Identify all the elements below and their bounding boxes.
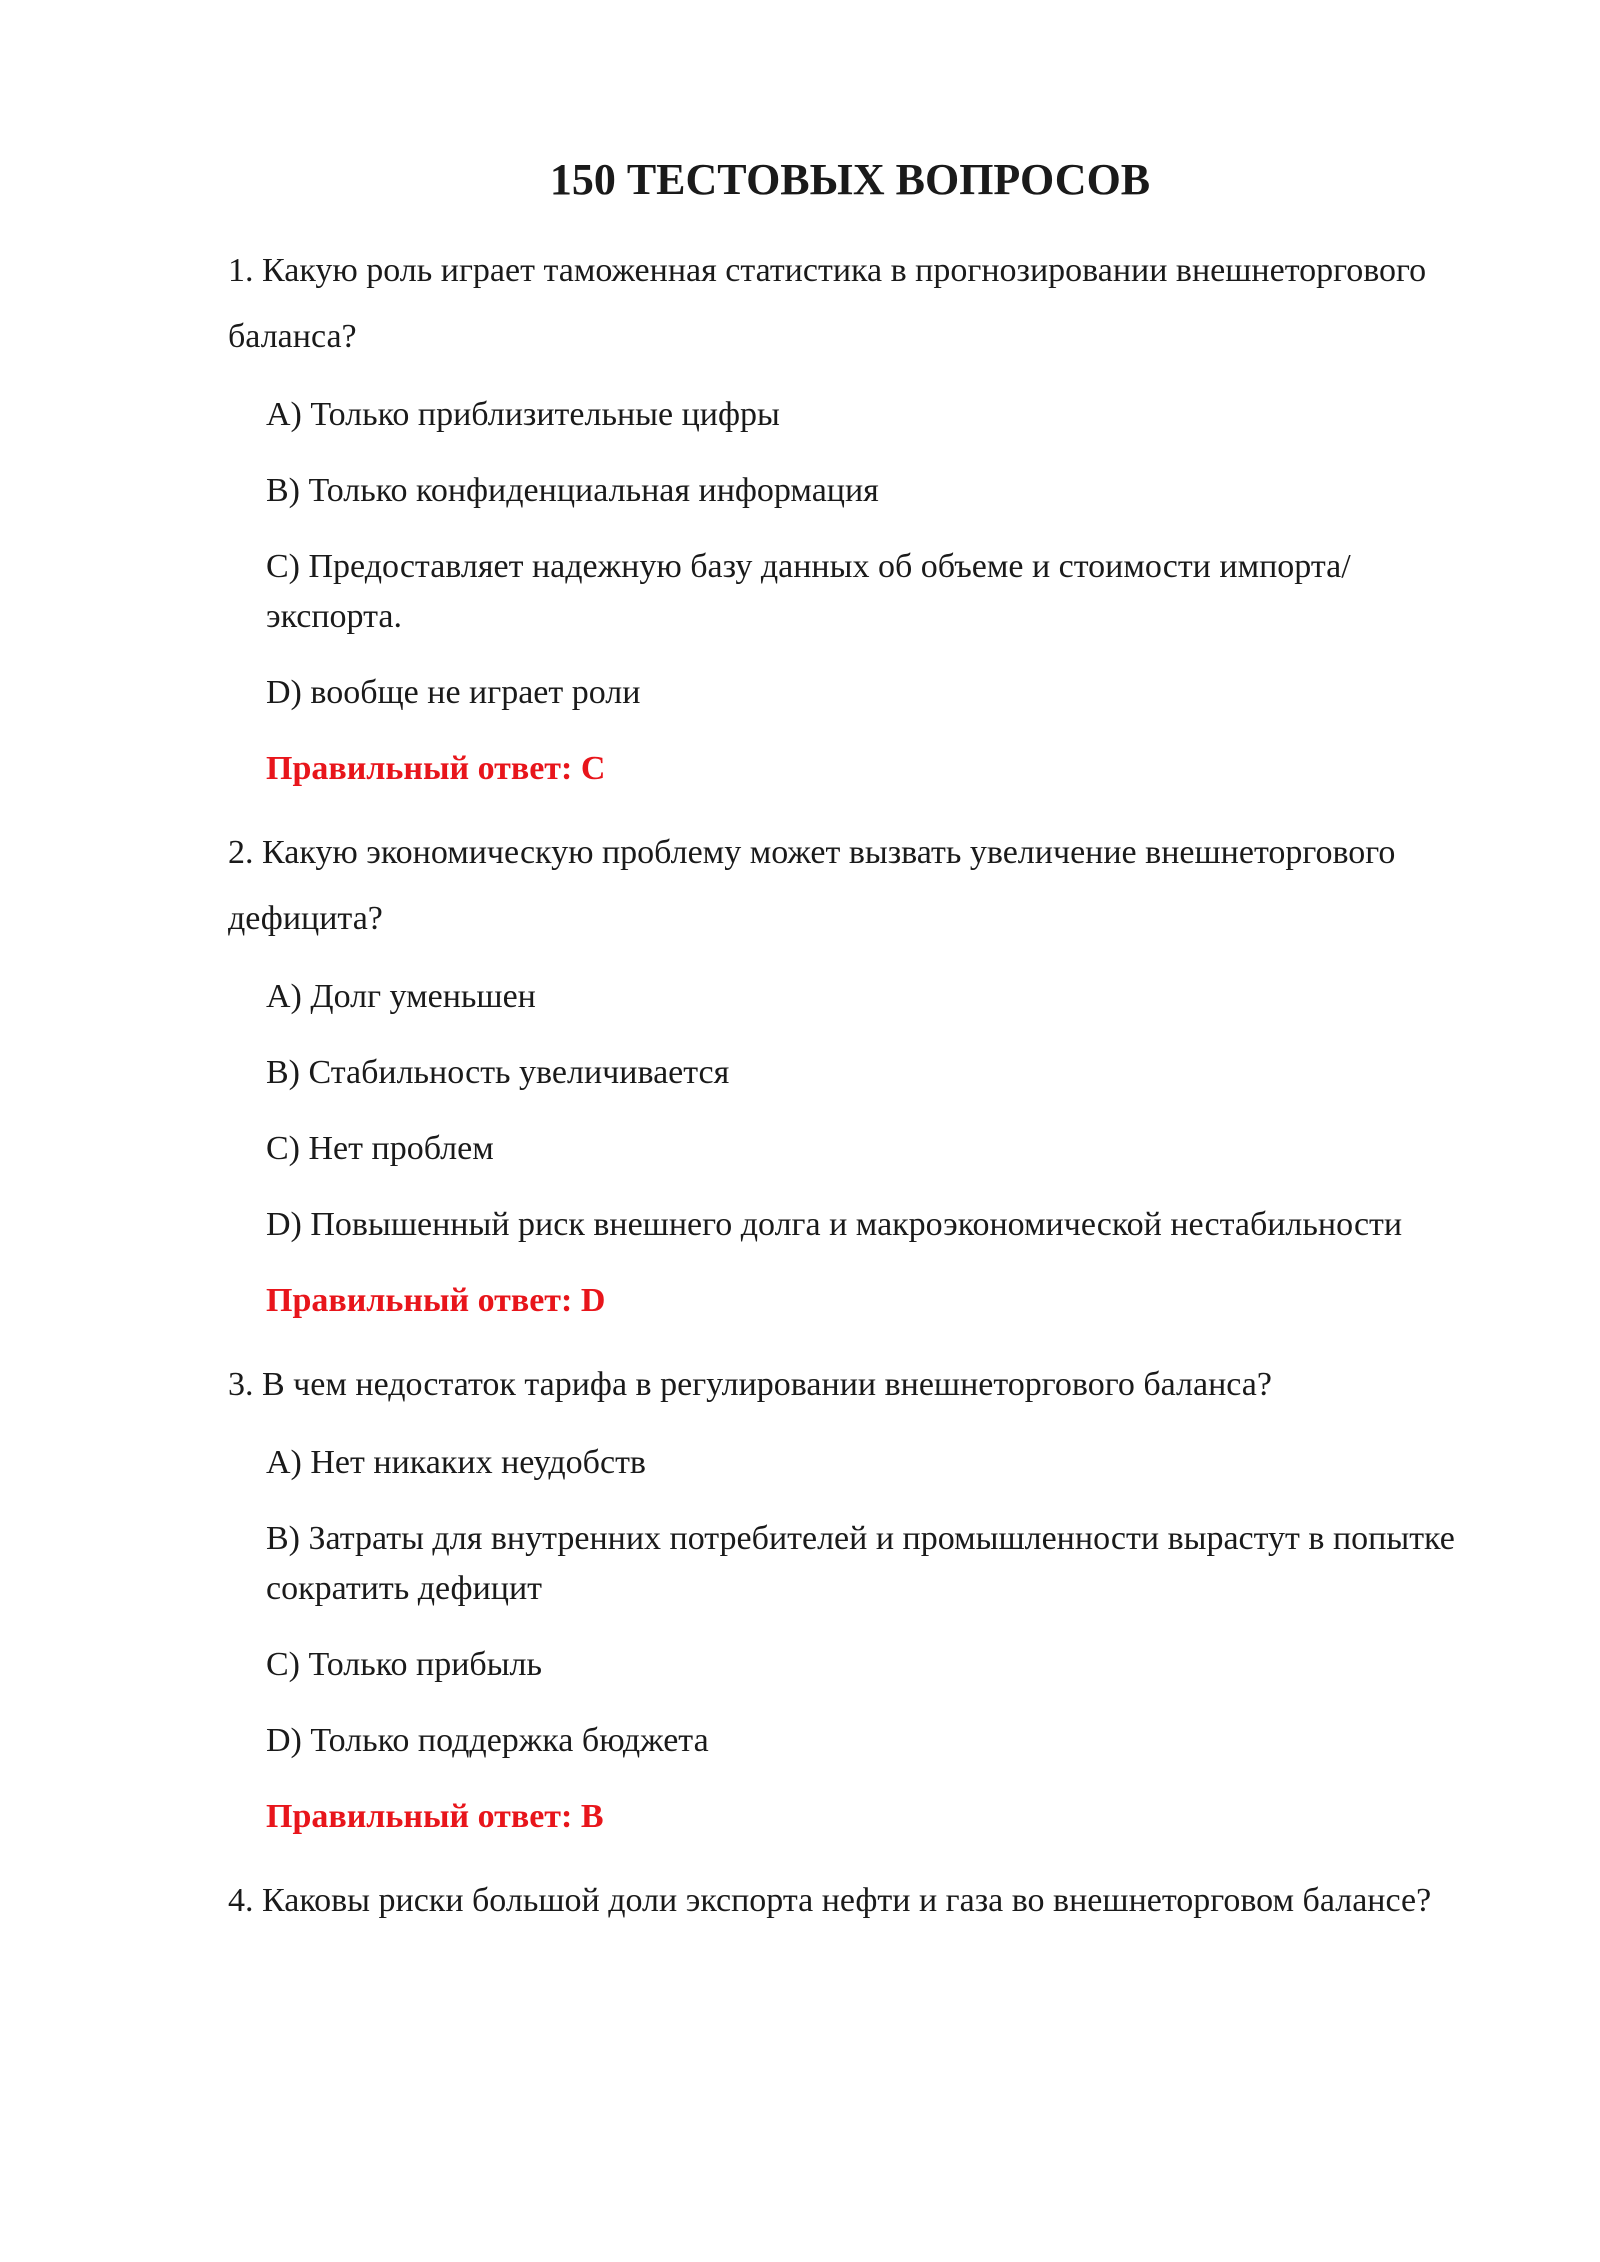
option-d: D) Только поддержка бюджета — [266, 1722, 709, 1759]
option-b: B) Стабильность увеличивается — [266, 1054, 730, 1091]
page-title: 150 ТЕСТОВЫХ ВОПРОСОВ — [549, 155, 1151, 204]
options-list — [266, 1438, 1468, 1842]
option-a: A) Долг уменьшен — [266, 978, 536, 1015]
questions-list — [228, 238, 1468, 1934]
option-a: A) Нет никаких неудобств — [266, 1444, 646, 1481]
question-text: 2. Какую экономическую проблему может вызвать увеличение внешнеторгового дефицита? — [228, 834, 1396, 937]
question-text: 4. Каковы риски большой доли экспорта нефти и газа во внешнеторговом балансе? — [228, 1882, 1432, 1919]
question-block-1 — [228, 238, 1468, 794]
option-c: C) Нет проблем — [266, 1130, 494, 1167]
option-c: C) Только прибыль — [266, 1646, 543, 1683]
option-c: C) Предоставляет надежную базу данных об объеме и стоимости импорта/экспорта. — [266, 548, 1351, 635]
correct-answer: Правильный ответ: C — [266, 750, 606, 787]
question-text: 3. В чем недостаток тарифа в регулировании внешнеторгового баланса? — [228, 1366, 1272, 1403]
question-text: 1. Какую роль играет таможенная статистика в прогнозировании внешнеторгового баланса? — [228, 252, 1427, 355]
correct-answer: Правильный ответ: B — [266, 1798, 604, 1835]
correct-answer: Правильный ответ: D — [266, 1282, 606, 1319]
option-b: B) Только конфиденциальная информация — [266, 472, 879, 509]
options-list — [266, 390, 1468, 794]
question-block-2 — [228, 820, 1468, 1326]
options-list — [266, 972, 1468, 1326]
question-block-4 — [228, 1868, 1468, 1934]
option-b: B) Затраты для внутренних потребителей и промышленности вырастут в попытке сократить дефицит — [266, 1520, 1455, 1607]
question-block-3 — [228, 1352, 1468, 1842]
option-d: D) вообще не играет роли — [266, 674, 641, 711]
option-d: D) Повышенный риск внешнего долга и макроэкономической нестабильности — [266, 1206, 1403, 1243]
option-a: A) Только приблизительные цифры — [266, 396, 780, 433]
